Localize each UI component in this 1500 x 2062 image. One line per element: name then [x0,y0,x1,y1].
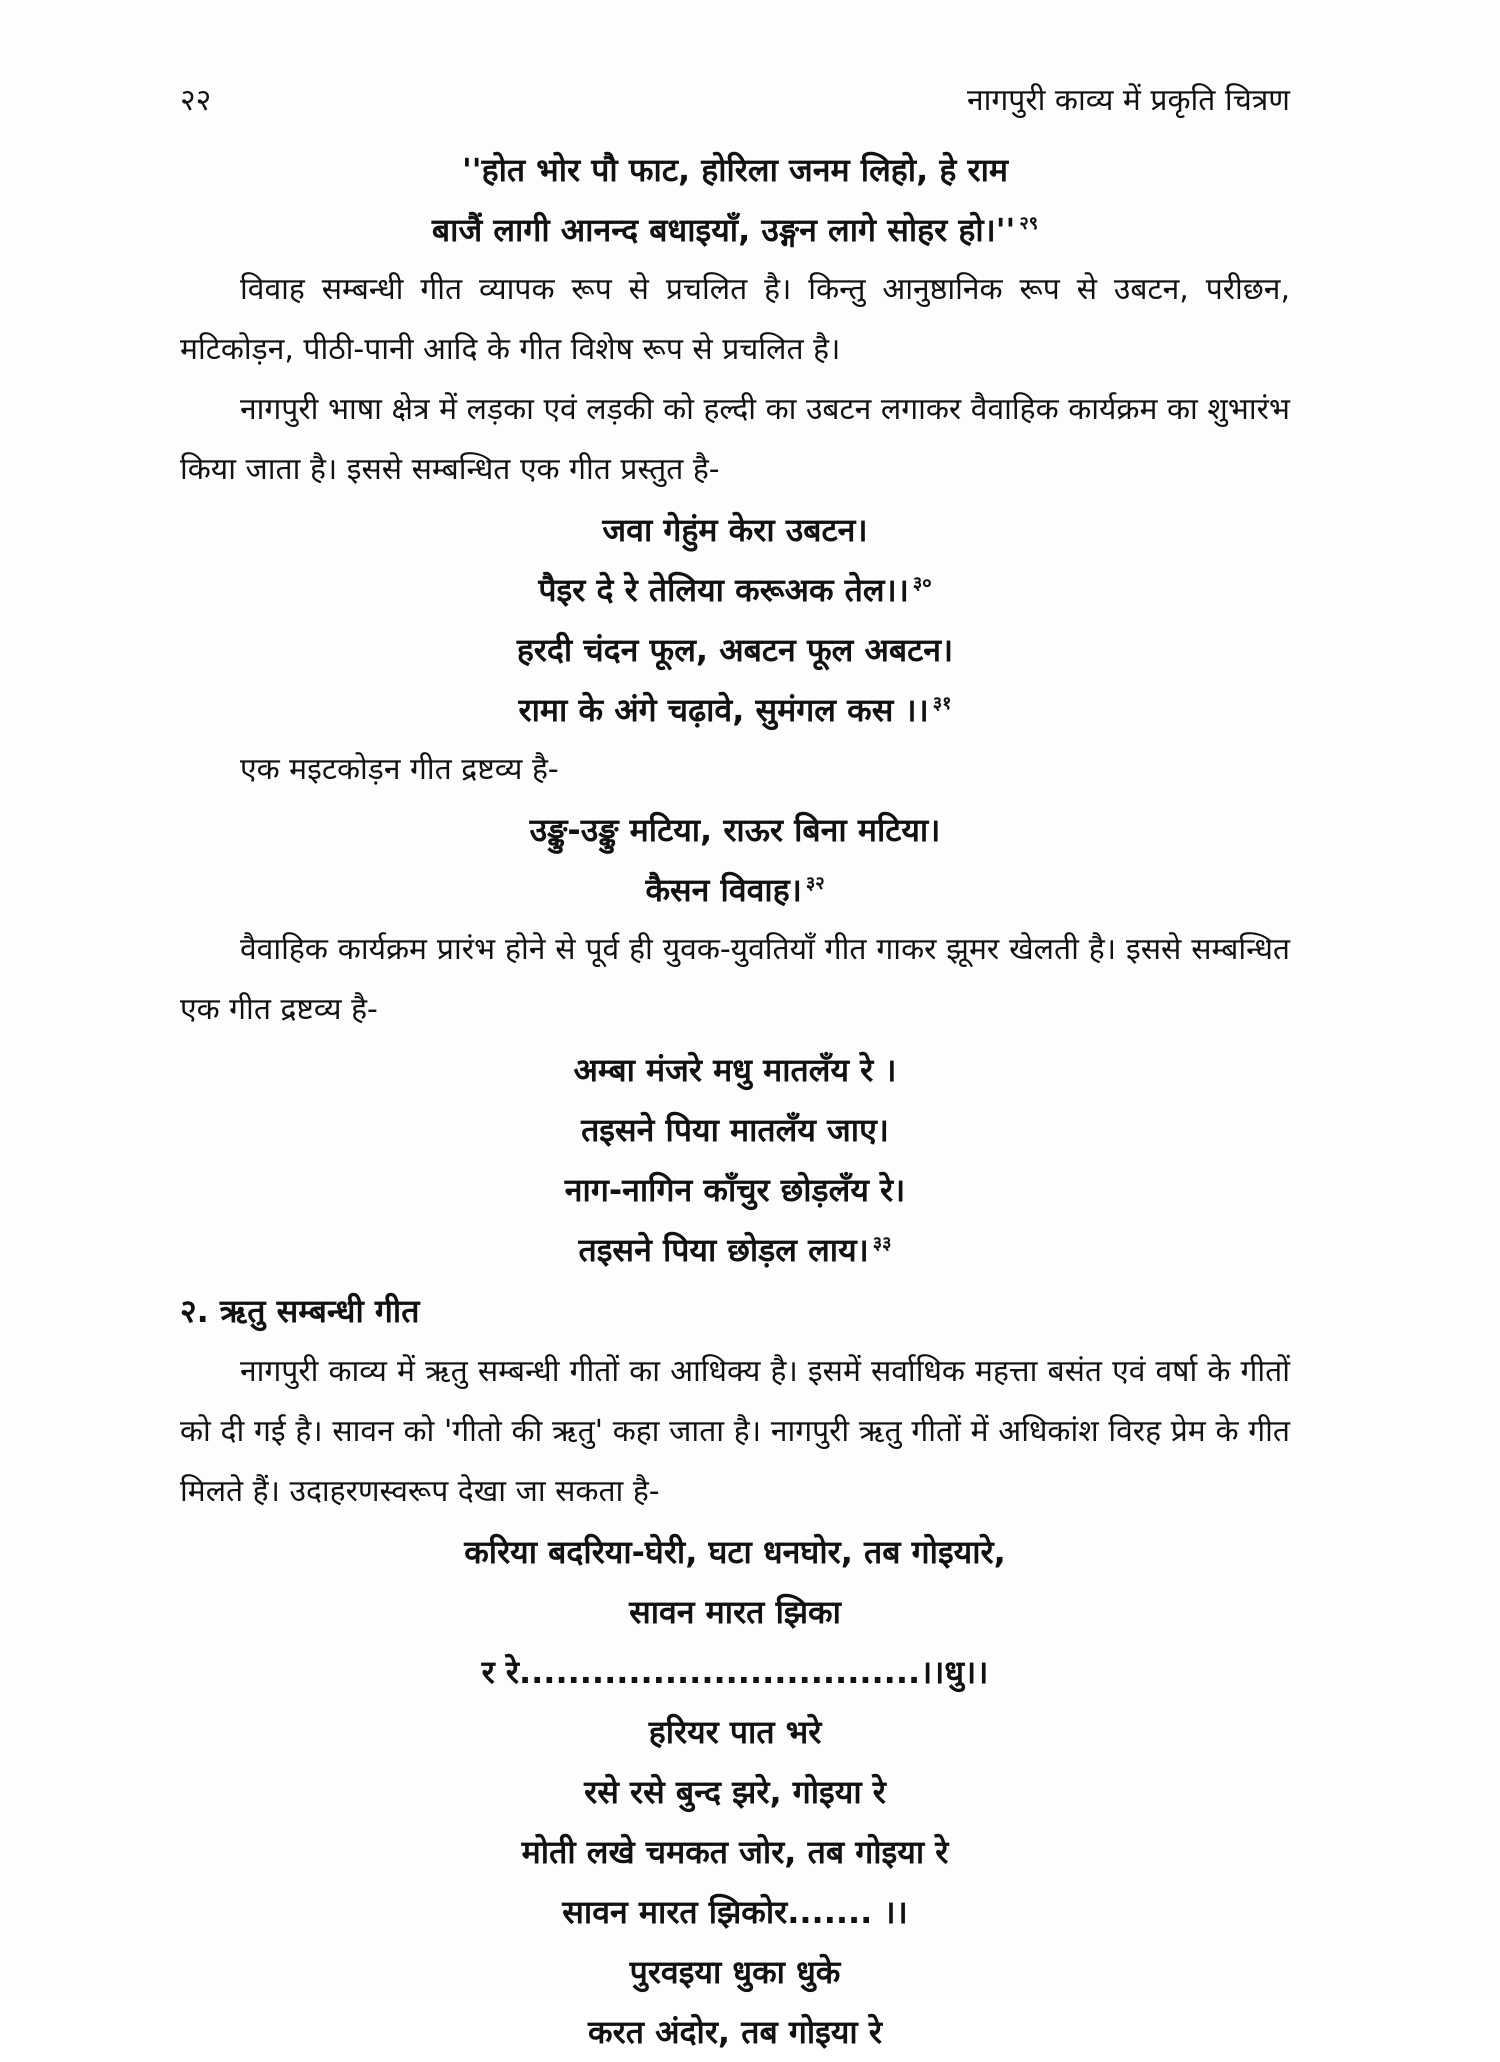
verse-line-text: बाजैं लागी आनन्द बधाइयाँ, उङ्गन लागे सोहर हो।'' [431,211,1016,249]
verse-line: सावन मारत झिकोर....... ।। [562,1893,908,1931]
verse-line: रसे रसे बुन्द झरे, गोइया रे [584,1773,886,1811]
paragraph: विवाह सम्बन्धी गीत व्यापक रूप से प्रचलित है। किन्तु आनुष्ठानिक रूप से उबटन, परीछन, मटिकोड़न, पीठी-पानी आदि के गीत विशेष रूप से प्रचलित है। [180,272,1290,367]
page-content [180,140,1290,2062]
verse-line: ''होत भोर पौ फाट, होरिला जनम लिहो, हे राम [461,151,1009,189]
verse-line: तइसने पिया मातलँय जाए। [581,1111,889,1149]
paragraph: नागपुरी काव्य में ऋतु सम्बन्धी गीतों का आधिक्य है। इसमें सर्वाधिक महत्ता बसंत एवं वर्षा के गीतों को दी गई है। सावन को 'गीतो की ऋतु' कहा जाता है। नागपुरी ऋतु गीतों में अधिकांश विरह प्रेम के गीत मिलते हैं। उदाहरणस्वरूप देखा जा सकता है- [180,1354,1290,1509]
verse-jhumar [180,1040,1290,1280]
page-header [180,78,1290,128]
verse-line-text: पैइर दे रे तेलिया करूअक तेल।। [538,571,909,609]
verse-line: करिया बदरिया-घेरी, घटा धनघोर, तब गोइयारे, [464,1533,1006,1571]
verse-line: उङ्कु-उङ्कु मटिया, राऊर बिना मटिया। [529,811,941,849]
verse-line: करत अंदोर, तब गोइया रे [588,2013,882,2051]
verse-line: अम्बा मंजरे मधु मातलँय रे । [573,1051,897,1089]
running-title: नागपुरी काव्य में प्रकृति चित्रण [967,83,1290,118]
paragraph: वैवाहिक कार्यक्रम प्रारंभ होने से पूर्व ही युवक-युवतियाँ गीत गाकर झूमर खेलती है। इससे सम्बन्धित एक गीत द्रष्टव्य है- [180,932,1290,1027]
verse-line: हरदी चंदन फूल, अबटन फूल अबटन। [516,631,954,669]
verse-sawan [180,1522,1290,2062]
verse-ubtan [180,500,1290,740]
footnote-ref: ३१ [932,693,952,715]
verse-line: र रे.................................।।धु।। [481,1653,989,1691]
footnote-ref: ३३ [872,1233,892,1255]
verse-line [180,860,1290,920]
verse-line [180,680,1290,740]
verse-line: सावन मारत झिका [629,1593,841,1631]
verse-line [180,1220,1290,1280]
footnote-ref: २९ [1019,213,1039,235]
verse-line [180,560,1290,620]
verse-maitkodan [180,800,1290,920]
verse-line: जवा गेहुंम केरा उबटन। [602,511,868,549]
verse-line: नाग-नागिन काँचुर छोड़लँय रे। [564,1171,906,1209]
verse-line-text: तइसने पिया छोड़ल लाय। [578,1231,869,1269]
verse-line [180,200,1290,260]
verse-line: पुरवइया धुका धुके [629,1953,841,1991]
footnote-ref: ३२ [805,873,825,895]
section-heading: २. ऋतु सम्बन्धी गीत [180,1292,420,1330]
page-number: २२ [180,83,212,118]
paragraph: नागपुरी भाषा क्षेत्र में लड़का एवं लड़की को हल्दी का उबटन लगाकर वैवाहिक कार्यक्रम का शुभारंभ किया जाता है। इससे सम्बन्धित एक गीत प्रस्तुत है- [180,392,1290,487]
paragraph: एक मइटकोड़न गीत द्रष्टव्य है- [240,752,559,787]
verse-line: हरियर पात भरे [648,1713,822,1751]
verse-sohar [180,140,1290,260]
footnote-ref: ३० [912,573,932,595]
verse-line-text: कैसन विवाह। [645,871,802,909]
verse-line: मोती लखे चमकत जोर, तब गोइया रे [521,1833,949,1871]
verse-line-text: रामा के अंगे चढ़ावे, सुमंगल कस ।। [518,691,929,729]
